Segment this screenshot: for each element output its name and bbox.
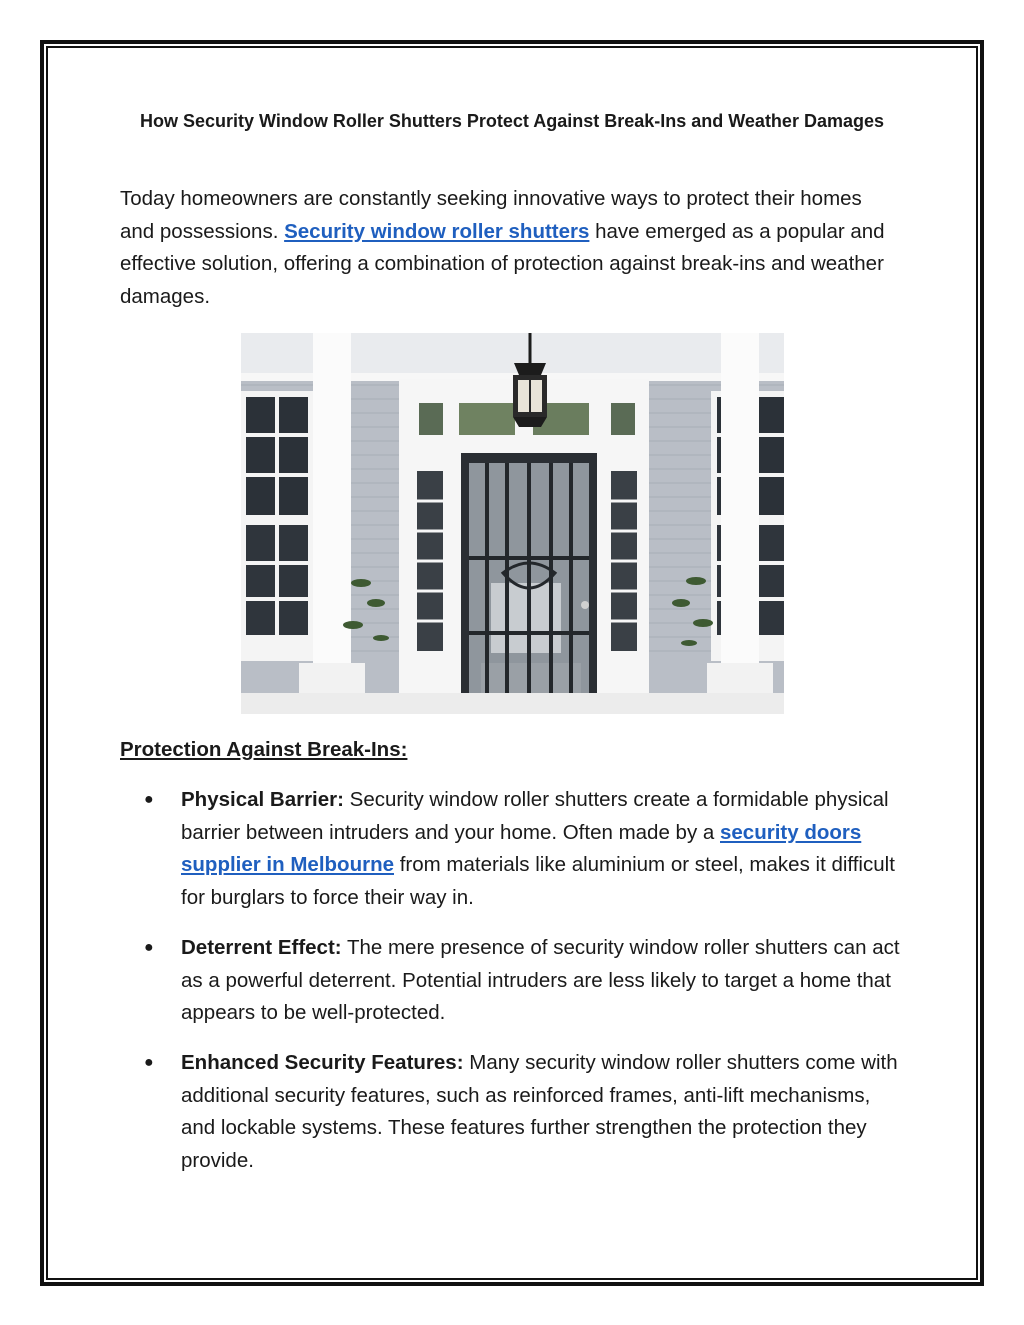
bullet-icon: ●	[144, 1053, 154, 1071]
security-window-roller-shutters-link[interactable]: Security window roller shutters	[284, 219, 590, 243]
document-title: How Security Window Roller Shutters Protect Against Break-Ins and Weather Damages	[139, 111, 884, 131]
list-item	[120, 1047, 910, 1178]
bullet-text-after-link: from materials like aluminium or steel, makes it difficult for burglars to force their way in.	[181, 853, 895, 910]
intro-text-after-link: have emerged as a popular and effective solution, offering a combination of protection against break-ins and weather damages.	[120, 219, 885, 308]
list-item	[120, 784, 910, 915]
section-heading-protection: Protection Against Break-Ins:	[120, 738, 408, 761]
list-item	[120, 932, 910, 1030]
bullet-text: The mere presence of security window roller shutters can act as a powerful deterrent. Potential intruders are less likely to target a home that appears to be well-protected.	[181, 935, 900, 1025]
bullet-title: Enhanced Security Features:	[181, 1050, 464, 1074]
house-porch-security-door-photo	[241, 333, 784, 714]
bullet-icon: ●	[144, 791, 154, 808]
bullet-icon: ●	[144, 938, 154, 956]
intro-paragraph	[120, 183, 900, 313]
protection-bullet-list	[120, 784, 910, 1195]
bullet-title: Physical Barrier:	[181, 788, 344, 811]
bullet-text: Many security window roller shutters come with additional security features, such as reinforced frames, anti-lift mechanisms, and lockable systems. These features further strengthen the protection they provide.	[181, 1050, 898, 1173]
bullet-title: Deterrent Effect:	[181, 935, 342, 959]
intro-text-before-link: Today homeowners are constantly seeking innovative ways to protect their homes and possessions.	[120, 187, 862, 243]
security-doors-supplier-link[interactable]: security doors supplier in Melbourne	[181, 820, 862, 877]
bullet-text: Security window roller shutters create a formidable physical barrier between intruders and your home. Often made by a	[181, 788, 889, 844]
